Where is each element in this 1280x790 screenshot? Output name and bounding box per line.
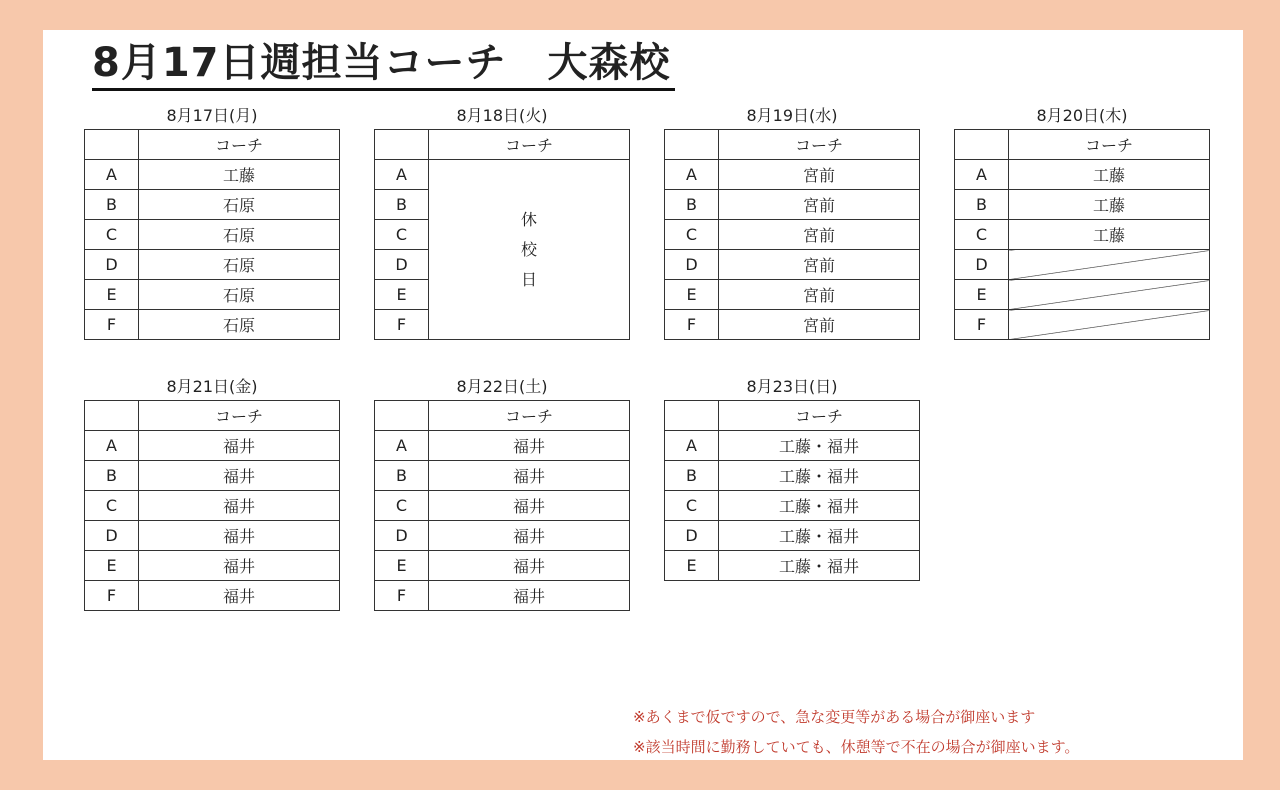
coach-cell: 福井 bbox=[139, 581, 340, 611]
table-row bbox=[665, 190, 920, 220]
slot-cell: F bbox=[955, 310, 1009, 340]
coach-header-cell: コーチ bbox=[139, 130, 340, 160]
slot-cell: C bbox=[665, 220, 719, 250]
slot-cell: B bbox=[665, 190, 719, 220]
table-row bbox=[85, 160, 340, 190]
slot-cell: D bbox=[375, 521, 429, 551]
day-schedule bbox=[84, 374, 340, 611]
slot-cell: A bbox=[665, 431, 719, 461]
coach-header-cell: コーチ bbox=[719, 130, 920, 160]
coach-cell: 工藤・福井 bbox=[719, 461, 920, 491]
coach-cell: 福井 bbox=[139, 461, 340, 491]
coach-cell: 福井 bbox=[429, 461, 630, 491]
table-row bbox=[955, 310, 1210, 340]
coach-cell: 石原 bbox=[139, 190, 340, 220]
table-header-row bbox=[85, 401, 340, 431]
coach-cell: 宮前 bbox=[719, 310, 920, 340]
coach-header-cell: コーチ bbox=[139, 401, 340, 431]
table-header-row bbox=[375, 130, 630, 160]
note-1: ※あくまで仮ですので、急な変更等がある場合が御座います bbox=[633, 708, 1036, 726]
table-row bbox=[85, 280, 340, 310]
slot-cell: D bbox=[955, 250, 1009, 280]
slot-cell: C bbox=[85, 491, 139, 521]
coach-cell: 工藤・福井 bbox=[719, 551, 920, 581]
table-row bbox=[665, 310, 920, 340]
header-blank-cell bbox=[955, 130, 1009, 160]
table-row bbox=[85, 310, 340, 340]
slot-cell: B bbox=[85, 461, 139, 491]
day-schedule bbox=[664, 374, 920, 581]
closed-char: 休 bbox=[520, 209, 537, 229]
slot-cell: F bbox=[375, 310, 429, 340]
table-row bbox=[375, 160, 630, 190]
table-row bbox=[665, 551, 920, 581]
day-date-label: 8月22日(土) bbox=[456, 377, 548, 396]
slot-cell: F bbox=[85, 310, 139, 340]
table-row bbox=[85, 250, 340, 280]
table-row bbox=[85, 581, 340, 611]
slot-cell: C bbox=[375, 491, 429, 521]
coach-header-cell: コーチ bbox=[429, 130, 630, 160]
coach-table bbox=[664, 400, 920, 581]
slot-cell: D bbox=[665, 521, 719, 551]
slot-cell: B bbox=[375, 190, 429, 220]
coach-cell: 福井 bbox=[429, 431, 630, 461]
day-date-label: 8月17日(月) bbox=[166, 106, 258, 125]
table-row bbox=[955, 160, 1210, 190]
day-date-label: 8月19日(水) bbox=[746, 106, 838, 125]
table-row bbox=[665, 491, 920, 521]
header-blank-cell bbox=[665, 130, 719, 160]
header-blank-cell bbox=[375, 130, 429, 160]
day-date-label: 8月20日(木) bbox=[1036, 106, 1128, 125]
table-row bbox=[955, 190, 1210, 220]
slot-cell: C bbox=[375, 220, 429, 250]
coach-cell: 工藤・福井 bbox=[719, 491, 920, 521]
slot-cell: E bbox=[665, 280, 719, 310]
table-row bbox=[375, 521, 630, 551]
slot-cell: D bbox=[665, 250, 719, 280]
header-blank-cell bbox=[85, 130, 139, 160]
coach-table bbox=[954, 129, 1210, 340]
coach-cell: 工藤 bbox=[1009, 220, 1210, 250]
table-row bbox=[665, 431, 920, 461]
slot-cell: E bbox=[955, 280, 1009, 310]
coach-cell: 工藤 bbox=[1009, 160, 1210, 190]
coach-table bbox=[84, 129, 340, 340]
closed-char: 校 bbox=[520, 239, 537, 259]
coach-cell: 工藤 bbox=[1009, 190, 1210, 220]
page-title: 8月17日週担当コーチ 大森校 bbox=[92, 38, 675, 91]
slot-cell: F bbox=[375, 581, 429, 611]
coach-header-cell: コーチ bbox=[429, 401, 630, 431]
table-row bbox=[375, 581, 630, 611]
closed-day-cell bbox=[429, 160, 630, 340]
coach-table bbox=[374, 400, 630, 611]
coach-cell: 福井 bbox=[429, 551, 630, 581]
slot-cell: A bbox=[375, 431, 429, 461]
header-blank-cell bbox=[665, 401, 719, 431]
slot-cell: F bbox=[665, 310, 719, 340]
coach-table bbox=[664, 129, 920, 340]
crossed-out-cell bbox=[1009, 310, 1210, 340]
slot-cell: A bbox=[955, 160, 1009, 190]
coach-cell: 工藤・福井 bbox=[719, 521, 920, 551]
coach-cell: 石原 bbox=[139, 280, 340, 310]
day-date-label: 8月21日(金) bbox=[166, 377, 258, 396]
table-row bbox=[665, 250, 920, 280]
slot-cell: E bbox=[375, 280, 429, 310]
day-date-label: 8月23日(日) bbox=[746, 377, 838, 396]
table-row bbox=[85, 190, 340, 220]
slot-cell: E bbox=[85, 551, 139, 581]
slot-cell: C bbox=[955, 220, 1009, 250]
coach-cell: 宮前 bbox=[719, 220, 920, 250]
table-row bbox=[955, 220, 1210, 250]
slot-cell: B bbox=[955, 190, 1009, 220]
coach-cell: 福井 bbox=[429, 581, 630, 611]
table-row bbox=[85, 461, 340, 491]
table-row bbox=[665, 220, 920, 250]
slot-cell: D bbox=[85, 250, 139, 280]
slot-cell: C bbox=[85, 220, 139, 250]
table-row bbox=[665, 461, 920, 491]
table-header-row bbox=[85, 130, 340, 160]
table-header-row bbox=[955, 130, 1210, 160]
table-row bbox=[85, 431, 340, 461]
day-schedule bbox=[84, 103, 340, 340]
table-row bbox=[955, 280, 1210, 310]
table-row bbox=[375, 491, 630, 521]
coach-table bbox=[374, 129, 630, 340]
coach-cell: 福井 bbox=[139, 491, 340, 521]
table-row bbox=[665, 521, 920, 551]
table-row bbox=[665, 280, 920, 310]
table-header-row bbox=[375, 401, 630, 431]
table-row bbox=[375, 431, 630, 461]
coach-cell: 宮前 bbox=[719, 250, 920, 280]
coach-cell: 工藤・福井 bbox=[719, 431, 920, 461]
day-schedule bbox=[664, 103, 920, 340]
table-row bbox=[85, 220, 340, 250]
table-row bbox=[375, 461, 630, 491]
coach-cell: 宮前 bbox=[719, 190, 920, 220]
coach-cell: 福井 bbox=[429, 521, 630, 551]
day-schedule bbox=[374, 374, 630, 611]
coach-cell: 石原 bbox=[139, 310, 340, 340]
coach-cell: 工藤 bbox=[139, 160, 340, 190]
table-row bbox=[85, 551, 340, 581]
coach-cell: 福井 bbox=[139, 551, 340, 581]
slot-cell: B bbox=[665, 461, 719, 491]
closed-char: 日 bbox=[520, 269, 537, 289]
slot-cell: A bbox=[85, 431, 139, 461]
slot-cell: E bbox=[375, 551, 429, 581]
table-header-row bbox=[665, 401, 920, 431]
coach-header-cell: コーチ bbox=[1009, 130, 1210, 160]
slot-cell: B bbox=[85, 190, 139, 220]
slot-cell: D bbox=[375, 250, 429, 280]
coach-cell: 石原 bbox=[139, 220, 340, 250]
slot-cell: A bbox=[375, 160, 429, 190]
header-blank-cell bbox=[375, 401, 429, 431]
day-schedule bbox=[954, 103, 1210, 340]
coach-cell: 福井 bbox=[139, 431, 340, 461]
slot-cell: B bbox=[375, 461, 429, 491]
table-row bbox=[665, 160, 920, 190]
table-row bbox=[955, 250, 1210, 280]
table-row bbox=[85, 491, 340, 521]
coach-cell: 福井 bbox=[139, 521, 340, 551]
slot-cell: A bbox=[665, 160, 719, 190]
note-2: ※該当時間に勤務していても、休憩等で不在の場合が御座います。 bbox=[633, 738, 1080, 756]
coach-cell: 宮前 bbox=[719, 160, 920, 190]
coach-cell: 宮前 bbox=[719, 280, 920, 310]
header-blank-cell bbox=[85, 401, 139, 431]
slot-cell: F bbox=[85, 581, 139, 611]
table-row bbox=[375, 551, 630, 581]
coach-table bbox=[84, 400, 340, 611]
day-schedule bbox=[374, 103, 630, 340]
slot-cell: A bbox=[85, 160, 139, 190]
crossed-out-cell bbox=[1009, 250, 1210, 280]
coach-header-cell: コーチ bbox=[719, 401, 920, 431]
coach-cell: 福井 bbox=[429, 491, 630, 521]
day-date-label: 8月18日(火) bbox=[456, 106, 548, 125]
table-header-row bbox=[665, 130, 920, 160]
table-row bbox=[85, 521, 340, 551]
slot-cell: E bbox=[665, 551, 719, 581]
slot-cell: D bbox=[85, 521, 139, 551]
slot-cell: E bbox=[85, 280, 139, 310]
coach-cell: 石原 bbox=[139, 250, 340, 280]
slot-cell: C bbox=[665, 491, 719, 521]
crossed-out-cell bbox=[1009, 280, 1210, 310]
